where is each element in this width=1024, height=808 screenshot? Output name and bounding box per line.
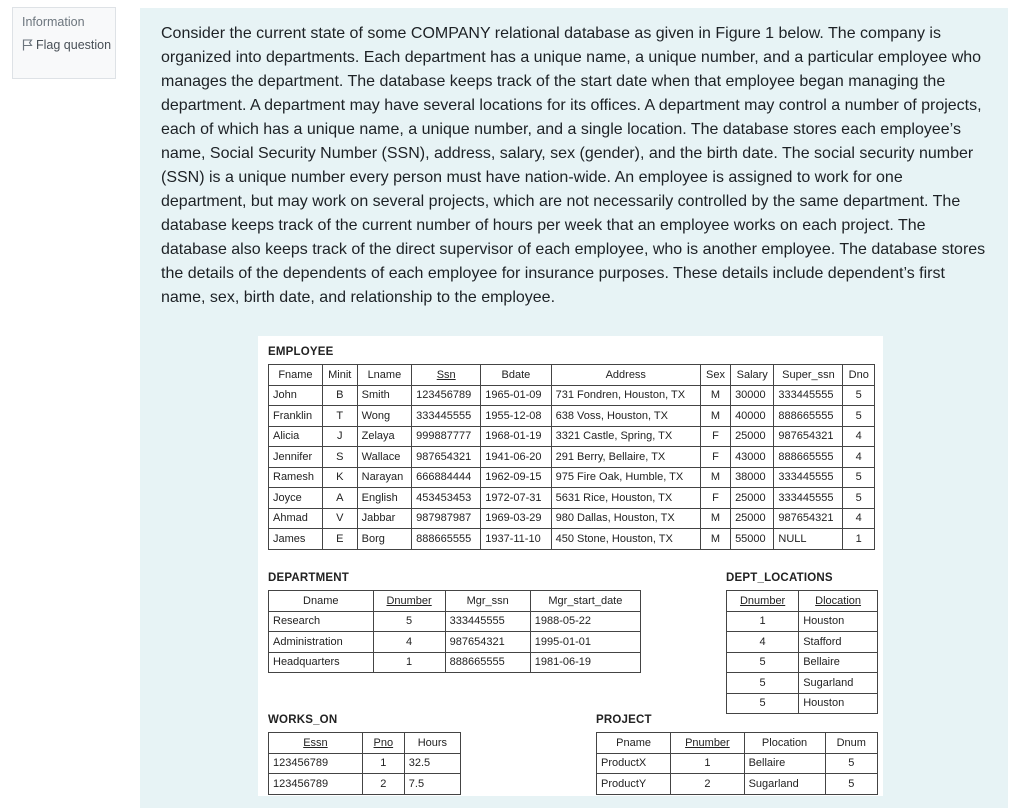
table-cell: 1 [843,529,875,550]
table-cell: 333445555 [774,385,843,406]
employee-table-title: EMPLOYEE [268,346,334,358]
table-cell: 5 [843,406,875,427]
department-col-mgr-ssn: Mgr_ssn [445,591,530,612]
employee-col-super-ssn: Super_ssn [774,365,843,386]
table-cell: Bellaire [744,753,825,774]
table-cell: 333445555 [412,406,481,427]
table-cell: 1 [362,753,404,774]
table-cell: Joyce [269,488,323,509]
project-col-pname: Pname [597,733,671,754]
table-cell: 888665555 [774,447,843,468]
table-cell: B [322,385,357,406]
project-col-dnum: Dnum [825,733,877,754]
table-cell: 4 [373,632,445,653]
table-cell: ProductX [597,753,671,774]
table-cell: 987654321 [774,508,843,529]
table-cell: 1955-12-08 [481,406,551,427]
works-on-table-title: WORKS_ON [268,714,338,726]
table-cell: 1941-06-20 [481,447,551,468]
table-cell: K [322,467,357,488]
table-cell: 333445555 [774,488,843,509]
table-row [269,508,875,529]
table-cell: 980 Dallas, Houston, TX [551,508,700,529]
table-cell: V [322,508,357,529]
project-col-pnumber: Pnumber [671,733,744,754]
table-cell: 1995-01-01 [530,632,640,653]
table-cell: 1937-11-10 [481,529,551,550]
table-cell: 4 [843,426,875,447]
table-cell: Stafford [799,632,878,653]
table-cell: 123456789 [412,385,481,406]
employee-col-lname: Lname [357,365,412,386]
flag-question-link[interactable] [22,36,115,54]
works-on-header-row [269,733,461,754]
table-cell: 1 [373,652,445,673]
table-cell: 32.5 [404,753,460,774]
table-cell: F [700,488,730,509]
table-cell: 888665555 [774,406,843,427]
table-cell: Zelaya [357,426,412,447]
table-cell: Alicia [269,426,323,447]
department-table [268,590,641,673]
table-cell: Smith [357,385,412,406]
table-cell: 333445555 [445,611,530,632]
table-cell: 25000 [731,508,774,529]
table-row [269,632,641,653]
dept-locations-col-dnumber: Dnumber [727,591,799,612]
project-header-row [597,733,878,754]
table-cell: 1969-03-29 [481,508,551,529]
table-cell: 5 [825,774,877,795]
table-cell: Borg [357,529,412,550]
table-row [269,774,461,795]
works-on-col-hours: Hours [404,733,460,754]
table-row [269,753,461,774]
table-cell: 975 Fire Oak, Humble, TX [551,467,700,488]
employee-table [268,364,875,550]
dept-locations-col-dlocation: Dlocation [799,591,878,612]
table-cell: 888665555 [412,529,481,550]
table-cell: 987654321 [445,632,530,653]
table-row [269,529,875,550]
project-table-title: PROJECT [596,714,652,726]
table-cell: 450 Stone, Houston, TX [551,529,700,550]
table-cell: 5 [727,693,799,714]
table-cell: Jabbar [357,508,412,529]
employee-col-salary: Salary [731,365,774,386]
department-col-dnumber: Dnumber [373,591,445,612]
table-cell: F [700,426,730,447]
table-cell: 4 [727,632,799,653]
table-row [269,385,875,406]
department-table-title: DEPARTMENT [268,572,350,584]
table-cell: 7.5 [404,774,460,795]
table-cell: Houston [799,693,878,714]
table-cell: 40000 [731,406,774,427]
question-text: Consider the current state of some COMPANY relational database as given in Figure 1 below. The company is organized into departments. Each department has a unique name, a unique number, and a particular employee who manages the department. The database keeps track of the start date when that employee began managing the department. A department may have several locations for its offices. A department may control a number of projects, each of which has a unique name, a unique number, and a single location. The database stores each employee’s name, Social Security Number (SSN), address, salary, sex (gender), and the birth date. The social security number (SSN) is a unique number every person must have nation-wide. An employee is assigned to work for one department, but may work on several projects, which are not necessarily controlled by the same department. The database keeps track of the current number of hours per week that an employee works on each project. The database also keeps track of the direct supervisor of each employee, who is another employee. The database stores the details of the dependents of each employee for insurance purposes. These details include dependent’s first name, sex, birth date, and relationship to the employee. [161,25,986,306]
table-cell: 987654321 [774,426,843,447]
table-cell: Wong [357,406,412,427]
table-cell: Headquarters [269,652,374,673]
table-cell: 25000 [731,426,774,447]
employee-col-fname: Fname [269,365,323,386]
table-cell: 333445555 [774,467,843,488]
table-cell: 30000 [731,385,774,406]
works-on-table [268,732,461,795]
table-row [727,611,878,632]
dept-locations-header-row [727,591,878,612]
table-row [727,632,878,653]
dept-locations-table [726,590,878,714]
table-cell: 1981-06-19 [530,652,640,673]
table-row [597,774,878,795]
table-cell: 1988-05-22 [530,611,640,632]
table-row [269,652,641,673]
department-header-row [269,591,641,612]
table-row [727,652,878,673]
employee-col-minit: Minit [322,365,357,386]
flag-question-label: Flag question [36,38,112,52]
table-cell: 999887777 [412,426,481,447]
table-cell: 123456789 [269,774,363,795]
table-cell: Bellaire [799,652,878,673]
table-cell: 123456789 [269,753,363,774]
table-cell: 731 Fondren, Houston, TX [551,385,700,406]
table-cell: 2 [362,774,404,795]
table-cell: 5 [727,652,799,673]
table-cell: 5 [373,611,445,632]
table-cell: 5 [843,385,875,406]
employee-col-sex: Sex [700,365,730,386]
table-cell: 1 [671,753,744,774]
table-cell: 2 [671,774,744,795]
table-cell: Sugarland [799,673,878,694]
table-cell: 5 [843,467,875,488]
employee-col-address: Address [551,365,700,386]
employee-col-bdate: Bdate [481,365,551,386]
table-cell: Houston [799,611,878,632]
table-cell: Ahmad [269,508,323,529]
table-cell: 1968-01-19 [481,426,551,447]
dept-locations-table-title: DEPT_LOCATIONS [726,572,833,584]
table-cell: M [700,385,730,406]
table-cell: 291 Berry, Bellaire, TX [551,447,700,468]
table-row [269,406,875,427]
department-col-mgr-start-date: Mgr_start_date [530,591,640,612]
table-cell: M [700,406,730,427]
table-cell: 43000 [731,447,774,468]
table-cell: 638 Voss, Houston, TX [551,406,700,427]
table-cell: 987987987 [412,508,481,529]
table-cell: M [700,529,730,550]
table-cell: 5 [727,673,799,694]
table-cell: 666884444 [412,467,481,488]
question-info-panel [12,7,116,79]
table-row [727,693,878,714]
project-col-plocation: Plocation [744,733,825,754]
table-cell: ProductY [597,774,671,795]
table-cell: NULL [774,529,843,550]
works-on-col-essn: Essn [269,733,363,754]
table-cell: S [322,447,357,468]
employee-header-row [269,365,875,386]
table-cell: 5631 Rice, Houston, TX [551,488,700,509]
table-row [727,673,878,694]
table-cell: 38000 [731,467,774,488]
table-cell: Narayan [357,467,412,488]
table-row [269,447,875,468]
table-cell: 3321 Castle, Spring, TX [551,426,700,447]
table-cell: Sugarland [744,774,825,795]
table-cell: M [700,508,730,529]
table-cell: English [357,488,412,509]
table-cell: 987654321 [412,447,481,468]
table-cell: Research [269,611,374,632]
table-cell: 1965-01-09 [481,385,551,406]
table-cell: 1962-09-15 [481,467,551,488]
table-cell: 1 [727,611,799,632]
employee-col-ssn: Ssn [412,365,481,386]
table-cell: 5 [843,488,875,509]
table-row [269,426,875,447]
department-col-dname: Dname [269,591,374,612]
table-row [269,488,875,509]
table-cell: T [322,406,357,427]
company-database-figure [258,336,883,796]
employee-col-dno: Dno [843,365,875,386]
table-cell: M [700,467,730,488]
table-cell: A [322,488,357,509]
table-cell: Franklin [269,406,323,427]
table-cell: 5 [825,753,877,774]
table-cell: F [700,447,730,468]
table-cell: J [322,426,357,447]
project-table [596,732,878,795]
table-cell: Jennifer [269,447,323,468]
table-cell: 25000 [731,488,774,509]
table-row [269,611,641,632]
table-cell: 453453453 [412,488,481,509]
table-cell: 4 [843,508,875,529]
works-on-col-pno: Pno [362,733,404,754]
table-cell: 4 [843,447,875,468]
table-cell: E [322,529,357,550]
table-cell: 1972-07-31 [481,488,551,509]
table-cell: 888665555 [445,652,530,673]
info-title: Information [22,15,85,29]
flag-icon [22,39,33,51]
table-row [269,467,875,488]
table-cell: James [269,529,323,550]
table-cell: Wallace [357,447,412,468]
table-cell: John [269,385,323,406]
table-cell: Administration [269,632,374,653]
table-cell: Ramesh [269,467,323,488]
table-row [597,753,878,774]
table-cell: 55000 [731,529,774,550]
